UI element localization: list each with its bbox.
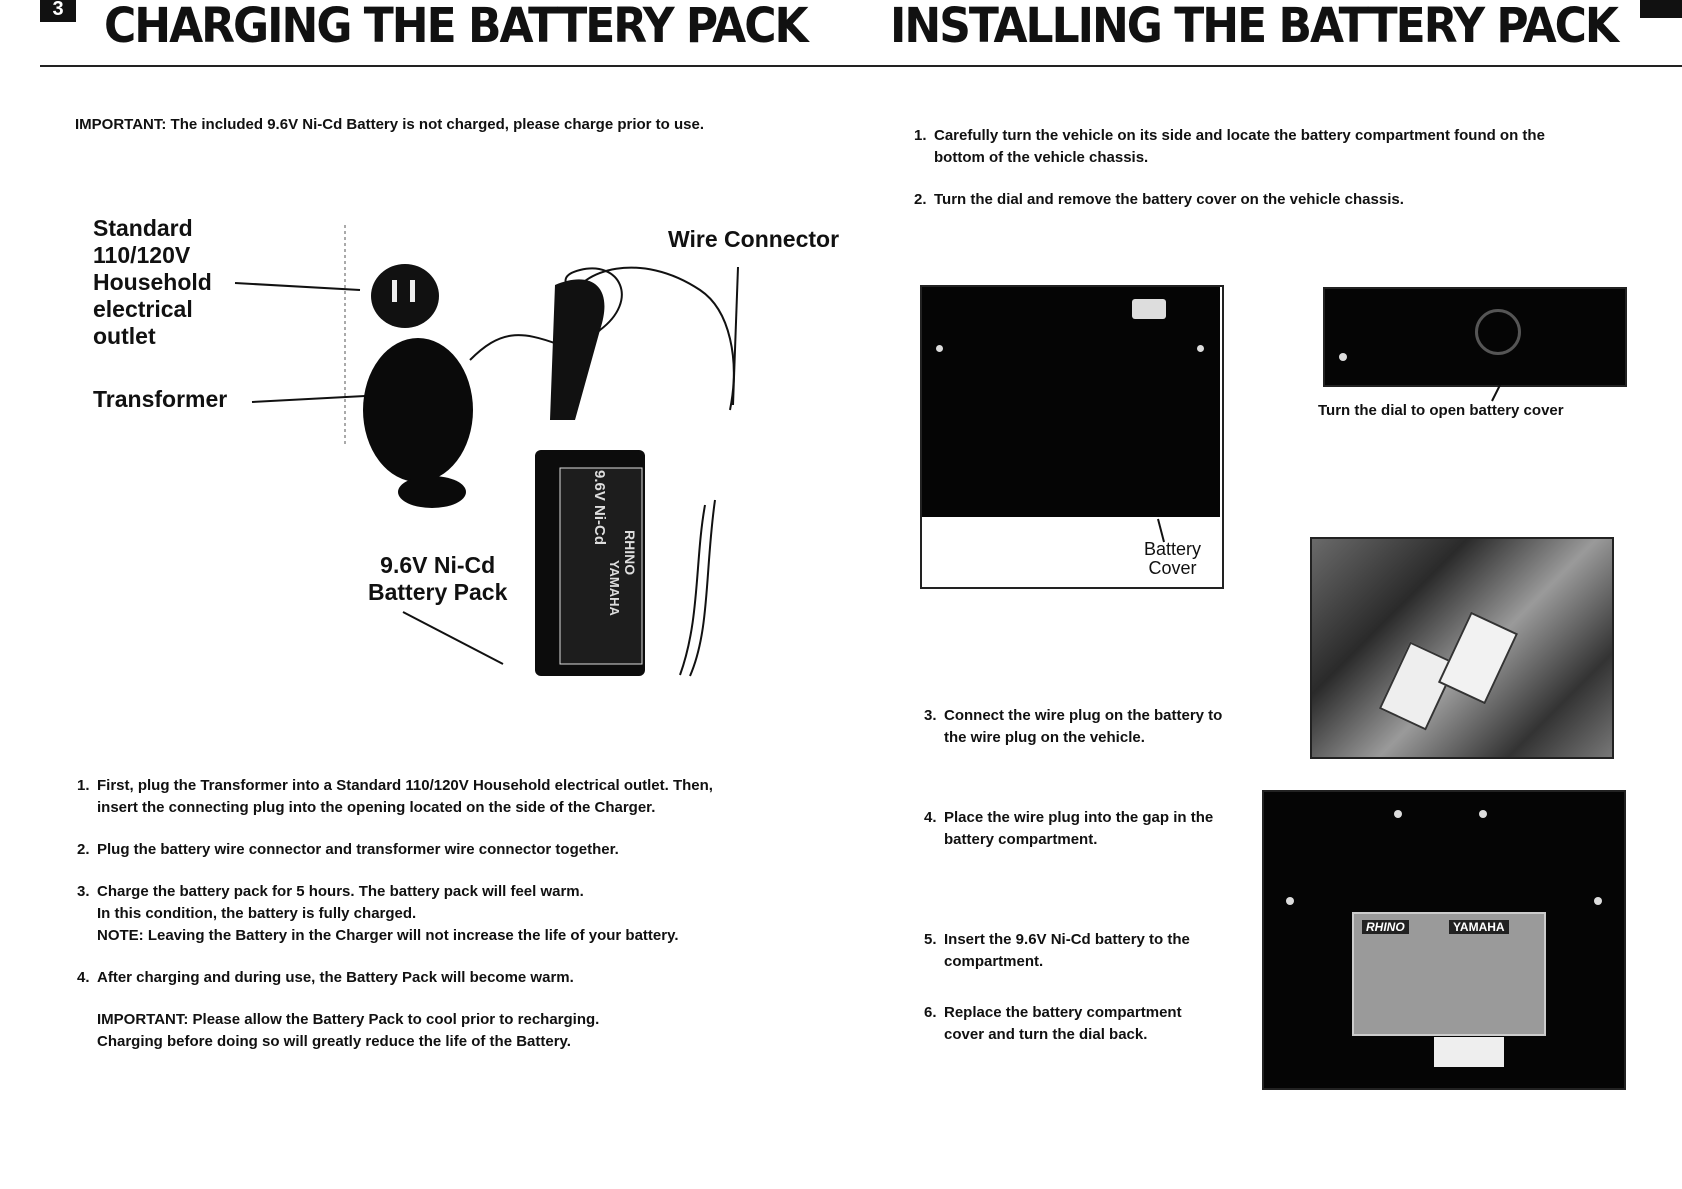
wire-plug	[1438, 612, 1518, 705]
left-steps	[77, 775, 713, 1053]
screw-dot	[1594, 897, 1602, 905]
outlet-label-line: electrical	[93, 296, 193, 322]
transformer-pointer-line	[252, 396, 365, 402]
step-number: 1.	[77, 777, 90, 794]
right-step-6	[924, 1002, 1182, 1046]
left-page-title: CHARGING THE BATTERY PACK	[104, 0, 807, 55]
left-step-3	[77, 881, 713, 947]
installed-wire-plug	[1434, 1037, 1504, 1067]
step-text: Charge the battery pack for 5 hours. The battery pack will feel warm.	[97, 883, 584, 900]
installed-battery	[1352, 912, 1546, 1036]
battery-maker-print: YAMAHA	[607, 560, 622, 616]
step-text: the wire plug on the vehicle.	[944, 729, 1145, 746]
wire-plug-photo	[1310, 537, 1614, 759]
screw-dot	[1479, 810, 1487, 818]
dial-photo	[1323, 287, 1627, 387]
charger-illustration	[0, 0, 870, 700]
wire-connector	[550, 279, 604, 420]
step-text: Connect the wire plug on the battery to	[944, 707, 1223, 724]
battery-cover-label-line: Battery	[1144, 539, 1202, 559]
step-number: 3.	[77, 883, 90, 900]
screw-dot	[1339, 353, 1347, 361]
battery-pack-label-line: Battery Pack	[368, 579, 508, 605]
transformer-foot	[398, 476, 466, 508]
step-text: Insert the 9.6V Ni-Cd battery to the	[944, 931, 1190, 948]
battery-cover-label-line: Cover	[1148, 558, 1197, 578]
battery-pointer-line	[403, 612, 503, 664]
step-note: NOTE: Leaving the Battery in the Charger will not increase the life of your battery.	[97, 927, 679, 944]
right-title-rule	[862, 65, 1682, 67]
step-text: Plug the battery wire connector and transformer wire connector together.	[97, 841, 619, 858]
step-text: insert the connecting plug into the opening located on the side of the Charger.	[97, 799, 656, 816]
battery-compartment-photo	[1262, 790, 1626, 1090]
wire-connector-label: Wire Connector	[668, 226, 840, 252]
step-text: Replace the battery compartment	[944, 1004, 1182, 1021]
left-step-2	[77, 839, 713, 861]
battery-pack-label-line: 9.6V Ni-Cd	[380, 552, 496, 578]
outlet-label-line: outlet	[93, 323, 156, 349]
right-steps-top	[914, 125, 1545, 211]
right-step-3	[924, 705, 1222, 749]
battery-wires	[680, 505, 705, 675]
step-text: bottom of the vehicle chassis.	[934, 149, 1149, 166]
step-text: First, plug the Transformer into a Standard 110/120V Household electrical outlet. Then,	[97, 777, 713, 794]
step-text: battery compartment.	[944, 831, 1098, 848]
charger-cable	[470, 268, 734, 410]
step-number: 2.	[914, 191, 927, 208]
right-page-corner-mark	[1640, 0, 1682, 18]
transformer-label: Transformer	[93, 386, 228, 412]
right-step-5	[924, 929, 1190, 973]
dial-knob	[1475, 309, 1521, 355]
important-note: IMPORTANT: The included 9.6V Ni-Cd Battery is not charged, please charge prior to use.	[75, 116, 705, 133]
step-number: 1.	[914, 127, 927, 144]
battery-spec-print: 9.6V Ni-Cd	[591, 470, 608, 546]
step-text: compartment.	[944, 953, 1044, 970]
battery-cover-figure	[920, 285, 1224, 589]
final-important-line: Charging before doing so will greatly reduce the life of the Battery.	[97, 1033, 571, 1050]
step-text: Turn the dial and remove the battery cover on the vehicle chassis.	[934, 191, 1404, 208]
outlet-socket	[371, 264, 439, 328]
installed-battery-brand: RHINO	[1362, 920, 1409, 934]
outlet-slot	[392, 280, 397, 302]
right-step-1	[914, 125, 1545, 169]
step-number: 4.	[77, 969, 90, 986]
screw-dot	[1286, 897, 1294, 905]
step-number: 2.	[77, 841, 90, 858]
step-number: 4.	[924, 809, 937, 826]
outlet-label-line: Standard	[93, 215, 193, 241]
step-number: 3.	[924, 707, 937, 724]
right-step-2	[914, 189, 1545, 211]
outlet-pointer-line	[235, 283, 360, 290]
outlet-label-line: 110/120V	[93, 242, 191, 268]
right-step-4	[924, 807, 1213, 851]
screw-dot	[1394, 810, 1402, 818]
left-step-1	[77, 775, 713, 819]
battery-cover-label	[1144, 540, 1201, 578]
step-text: cover and turn the dial back.	[944, 1026, 1148, 1043]
step-text: Carefully turn the vehicle on its side and locate the battery compartment found on the	[934, 127, 1545, 144]
page-number: 3	[52, 0, 64, 20]
step-text: Place the wire plug into the gap in the	[944, 809, 1214, 826]
dial-caption: Turn the dial to open battery cover	[1318, 402, 1564, 419]
step-text: After charging and during use, the Battery Pack will become warm.	[97, 969, 574, 986]
step-number: 6.	[924, 1004, 937, 1021]
outlet-slot	[410, 280, 415, 302]
final-important-line: IMPORTANT: Please allow the Battery Pack to cool prior to recharging.	[97, 1011, 600, 1028]
right-page-title: INSTALLING THE BATTERY PACK	[890, 0, 1618, 55]
left-step-4	[77, 967, 713, 989]
outlet-label-line: Household	[93, 269, 212, 295]
transformer-body	[363, 338, 473, 482]
battery-brand-print: RHINO	[622, 530, 638, 576]
step-text: In this condition, the battery is fully charged.	[97, 905, 417, 922]
step-number: 5.	[924, 931, 937, 948]
final-important	[77, 1009, 713, 1053]
installed-battery-maker: YAMAHA	[1449, 920, 1509, 934]
